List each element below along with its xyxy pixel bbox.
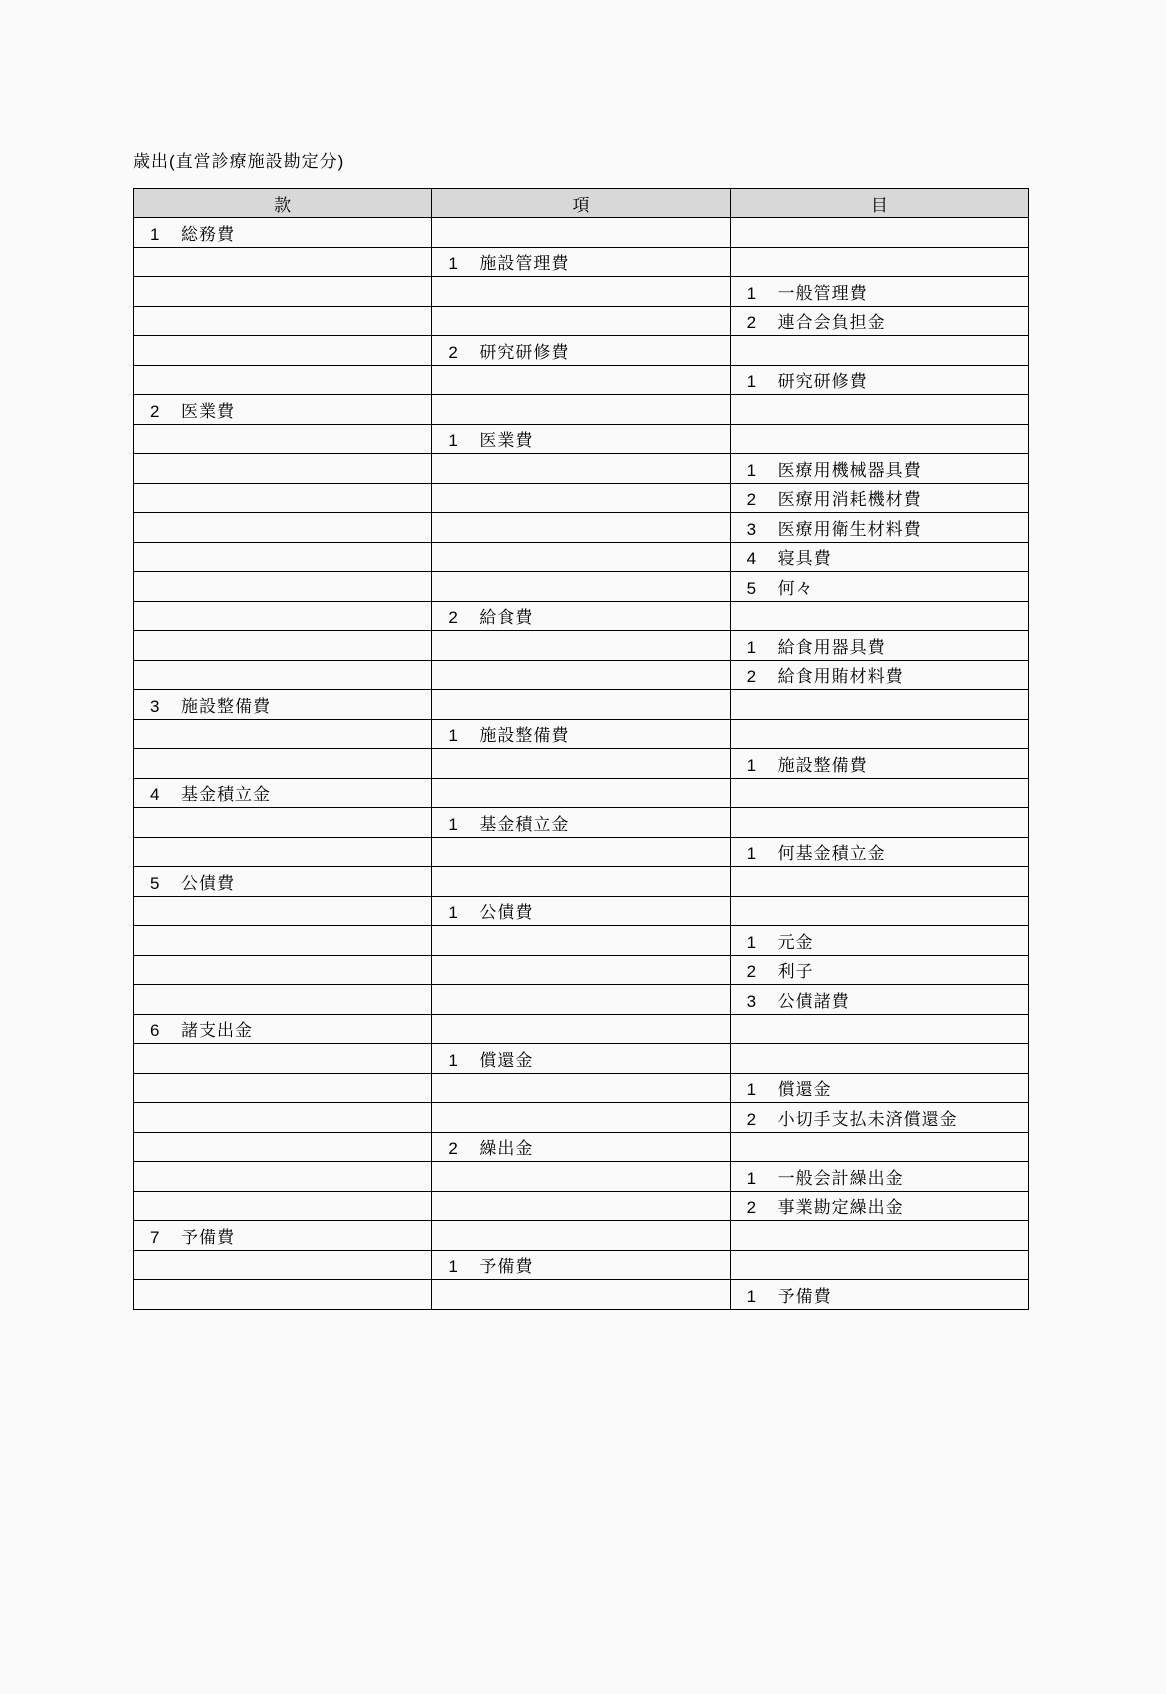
row-number: 2: [448, 608, 458, 628]
column-header-moku: 目: [730, 189, 1028, 218]
table-row: [134, 1191, 1029, 1221]
cell-moku: [730, 513, 1028, 543]
row-label: 諸支出金: [181, 1021, 253, 1041]
table-row: [134, 1280, 1029, 1310]
cell-kan: [134, 1162, 432, 1192]
cell-moku: [730, 1044, 1028, 1074]
cell-ko: [432, 395, 730, 425]
cell-ko: [432, 424, 730, 454]
cell-moku: [730, 690, 1028, 720]
cell-kan: [134, 808, 432, 838]
cell-moku: [730, 955, 1028, 985]
cell-kan: [134, 690, 432, 720]
table-row: [134, 1014, 1029, 1044]
cell-moku: [730, 542, 1028, 572]
row-label: 寝具費: [777, 549, 832, 569]
row-number: 2: [746, 962, 757, 982]
cell-ko: [432, 306, 730, 336]
table-row: [134, 395, 1029, 425]
header-row: [134, 189, 1029, 218]
cell-kan: [134, 601, 432, 631]
cell-ko: [432, 454, 730, 484]
cell-kan: [134, 277, 432, 307]
cell-kan: [134, 660, 432, 690]
cell-kan: [134, 513, 432, 543]
cell-moku: [730, 601, 1028, 631]
cell-kan: [134, 778, 432, 808]
cell-ko: [432, 336, 730, 366]
cell-ko: [432, 1044, 730, 1074]
row-label: 予備費: [181, 1227, 235, 1247]
cell-moku: [730, 837, 1028, 867]
row-label: 医療用消耗機材費: [777, 490, 922, 510]
cell-ko: [432, 778, 730, 808]
row-label: 施設管理費: [479, 254, 570, 274]
cell-ko: [432, 601, 730, 631]
cell-ko: [432, 837, 730, 867]
cell-ko: [432, 1280, 730, 1310]
cell-ko: [432, 896, 730, 926]
table-row: [134, 601, 1029, 631]
cell-ko: [432, 1103, 730, 1133]
table-row: [134, 424, 1029, 454]
cell-ko: [432, 247, 730, 277]
row-label: 給食費: [479, 608, 534, 628]
table-row: [134, 660, 1029, 690]
row-label: 連合会負担金: [777, 313, 886, 333]
table-row: [134, 778, 1029, 808]
table-row: [134, 896, 1029, 926]
row-number: 1: [448, 254, 458, 274]
row-label: 総務費: [181, 224, 235, 244]
table-row: [134, 365, 1029, 395]
table-row: [134, 985, 1029, 1015]
row-number: 2: [746, 667, 757, 687]
row-label: 施設整備費: [777, 755, 868, 775]
cell-kan: [134, 395, 432, 425]
row-label: 償還金: [777, 1080, 832, 1100]
row-number: 5: [150, 873, 160, 893]
row-number: 2: [448, 1139, 458, 1159]
row-number: 4: [746, 549, 757, 569]
table-row: [134, 542, 1029, 572]
row-number: 1: [746, 844, 757, 864]
cell-moku: [730, 867, 1028, 897]
cell-kan: [134, 1044, 432, 1074]
cell-ko: [432, 542, 730, 572]
row-label: 利子: [777, 962, 814, 982]
cell-moku: [730, 660, 1028, 690]
cell-kan: [134, 572, 432, 602]
cell-moku: [730, 896, 1028, 926]
cell-kan: [134, 306, 432, 336]
row-label: 医業費: [181, 401, 235, 421]
column-header-kan: 款: [134, 189, 432, 218]
table-row: [134, 1250, 1029, 1280]
cell-moku: [730, 1014, 1028, 1044]
cell-kan: [134, 896, 432, 926]
table-row: [134, 1103, 1029, 1133]
cell-ko: [432, 749, 730, 779]
row-label: 元金: [777, 932, 814, 952]
cell-moku: [730, 778, 1028, 808]
cell-moku: [730, 719, 1028, 749]
cell-ko: [432, 513, 730, 543]
table-row: [134, 808, 1029, 838]
cell-kan: [134, 336, 432, 366]
row-label: 予備費: [777, 1286, 832, 1306]
cell-ko: [432, 1073, 730, 1103]
cell-moku: [730, 1073, 1028, 1103]
row-number: 1: [746, 283, 757, 303]
table-row: [134, 247, 1029, 277]
cell-kan: [134, 926, 432, 956]
cell-ko: [432, 1014, 730, 1044]
table-row: [134, 926, 1029, 956]
cell-moku: [730, 1162, 1028, 1192]
row-number: 1: [448, 814, 458, 834]
table-row: [134, 749, 1029, 779]
row-label: 事業勘定繰出金: [777, 1198, 904, 1218]
cell-moku: [730, 749, 1028, 779]
row-label: 繰出金: [479, 1139, 534, 1159]
row-number: 1: [448, 1050, 458, 1070]
cell-ko: [432, 1250, 730, 1280]
row-label: 公債諸費: [777, 991, 850, 1011]
cell-moku: [730, 277, 1028, 307]
row-number: 1: [448, 1257, 458, 1277]
row-label: 施設整備費: [181, 696, 271, 716]
cell-ko: [432, 218, 730, 248]
cell-moku: [730, 631, 1028, 661]
row-number: 5: [746, 578, 757, 598]
table-row: [134, 867, 1029, 897]
row-label: 一般管理費: [777, 283, 868, 303]
row-label: 給食用賄材料費: [777, 667, 904, 687]
cell-kan: [134, 749, 432, 779]
table-row: [134, 454, 1029, 484]
cell-ko: [432, 867, 730, 897]
table-row: [134, 719, 1029, 749]
row-number: 4: [150, 785, 160, 805]
row-number: 1: [448, 726, 458, 746]
cell-kan: [134, 837, 432, 867]
row-label: 医業費: [479, 431, 534, 451]
row-label: 一般会計繰出金: [777, 1168, 904, 1188]
row-number: 1: [746, 755, 757, 775]
cell-ko: [432, 631, 730, 661]
cell-ko: [432, 1162, 730, 1192]
cell-kan: [134, 483, 432, 513]
cell-ko: [432, 572, 730, 602]
row-number: 6: [150, 1021, 160, 1041]
row-label: 何々: [777, 578, 814, 598]
cell-ko: [432, 985, 730, 1015]
cell-moku: [730, 926, 1028, 956]
row-number: 1: [746, 460, 757, 480]
row-number: 2: [746, 313, 757, 333]
row-number: 2: [150, 401, 160, 421]
cell-moku: [730, 218, 1028, 248]
table-row: [134, 1162, 1029, 1192]
row-number: 1: [150, 224, 160, 244]
cell-ko: [432, 660, 730, 690]
page-title: 歳出(直営診療施設勘定分): [133, 152, 345, 171]
cell-ko: [432, 277, 730, 307]
row-label: 給食用器具費: [777, 637, 886, 657]
cell-moku: [730, 1132, 1028, 1162]
cell-kan: [134, 719, 432, 749]
row-number: 3: [746, 991, 757, 1011]
cell-ko: [432, 808, 730, 838]
row-number: 7: [150, 1227, 160, 1247]
cell-kan: [134, 867, 432, 897]
table-row: [134, 572, 1029, 602]
cell-kan: [134, 631, 432, 661]
row-label: 償還金: [479, 1050, 534, 1070]
row-label: 何基金積立金: [777, 844, 886, 864]
cell-kan: [134, 1221, 432, 1251]
cell-moku: [730, 365, 1028, 395]
row-label: 小切手支払未済償還金: [777, 1109, 958, 1129]
row-number: 2: [746, 490, 757, 510]
column-header-ko: 項: [432, 189, 730, 218]
cell-kan: [134, 1103, 432, 1133]
cell-moku: [730, 1103, 1028, 1133]
table-row: [134, 837, 1029, 867]
table-row: [134, 513, 1029, 543]
table-row: [134, 690, 1029, 720]
table-row: [134, 631, 1029, 661]
cell-kan: [134, 247, 432, 277]
row-number: 2: [448, 342, 458, 362]
row-number: 1: [448, 903, 458, 923]
row-label: 研究研修費: [777, 372, 868, 392]
account-table-body: [134, 218, 1029, 1310]
cell-moku: [730, 1221, 1028, 1251]
cell-kan: [134, 985, 432, 1015]
table-row: [134, 1221, 1029, 1251]
row-label: 研究研修費: [479, 342, 570, 362]
cell-moku: [730, 808, 1028, 838]
table-row: [134, 336, 1029, 366]
row-number: 1: [746, 1286, 757, 1306]
row-label: 医療用衛生材料費: [777, 519, 922, 539]
table-row: [134, 1073, 1029, 1103]
cell-moku: [730, 1191, 1028, 1221]
row-number: 1: [746, 372, 757, 392]
cell-ko: [432, 365, 730, 395]
cell-moku: [730, 483, 1028, 513]
row-label: 医療用機械器具費: [777, 460, 922, 480]
cell-ko: [432, 926, 730, 956]
row-number: 1: [448, 431, 458, 451]
table-row: [134, 1132, 1029, 1162]
cell-ko: [432, 690, 730, 720]
row-label: 基金積立金: [479, 814, 570, 834]
cell-moku: [730, 985, 1028, 1015]
row-label: 基金積立金: [181, 785, 271, 805]
table-row: [134, 483, 1029, 513]
cell-moku: [730, 336, 1028, 366]
row-number: 1: [746, 1168, 757, 1188]
cell-kan: [134, 218, 432, 248]
cell-kan: [134, 1280, 432, 1310]
cell-kan: [134, 365, 432, 395]
cell-ko: [432, 1221, 730, 1251]
table-row: [134, 306, 1029, 336]
cell-kan: [134, 1132, 432, 1162]
cell-moku: [730, 395, 1028, 425]
cell-ko: [432, 719, 730, 749]
cell-moku: [730, 454, 1028, 484]
row-number: 1: [746, 1080, 757, 1100]
cell-kan: [134, 1073, 432, 1103]
cell-kan: [134, 1014, 432, 1044]
cell-ko: [432, 1132, 730, 1162]
row-label: 公債費: [181, 873, 235, 893]
cell-moku: [730, 247, 1028, 277]
row-number: 1: [746, 637, 757, 657]
cell-kan: [134, 424, 432, 454]
cell-ko: [432, 483, 730, 513]
row-number: 1: [746, 932, 757, 952]
table-row: [134, 277, 1029, 307]
row-number: 2: [746, 1109, 757, 1129]
table-row: [134, 1044, 1029, 1074]
row-label: 公債費: [479, 903, 534, 923]
row-label: 予備費: [479, 1257, 534, 1277]
row-number: 3: [150, 696, 160, 716]
cell-ko: [432, 1191, 730, 1221]
cell-ko: [432, 955, 730, 985]
cell-moku: [730, 306, 1028, 336]
row-number: 2: [746, 1198, 757, 1218]
cell-moku: [730, 1280, 1028, 1310]
table-row: [134, 955, 1029, 985]
row-label: 施設整備費: [479, 726, 570, 746]
expenditure-account-table: [133, 188, 1029, 1310]
row-number: 3: [746, 519, 757, 539]
cell-moku: [730, 424, 1028, 454]
cell-moku: [730, 1250, 1028, 1280]
cell-kan: [134, 955, 432, 985]
cell-kan: [134, 542, 432, 572]
cell-kan: [134, 1191, 432, 1221]
table-row: [134, 218, 1029, 248]
table-header: [134, 189, 1029, 218]
cell-kan: [134, 454, 432, 484]
cell-kan: [134, 1250, 432, 1280]
cell-moku: [730, 572, 1028, 602]
